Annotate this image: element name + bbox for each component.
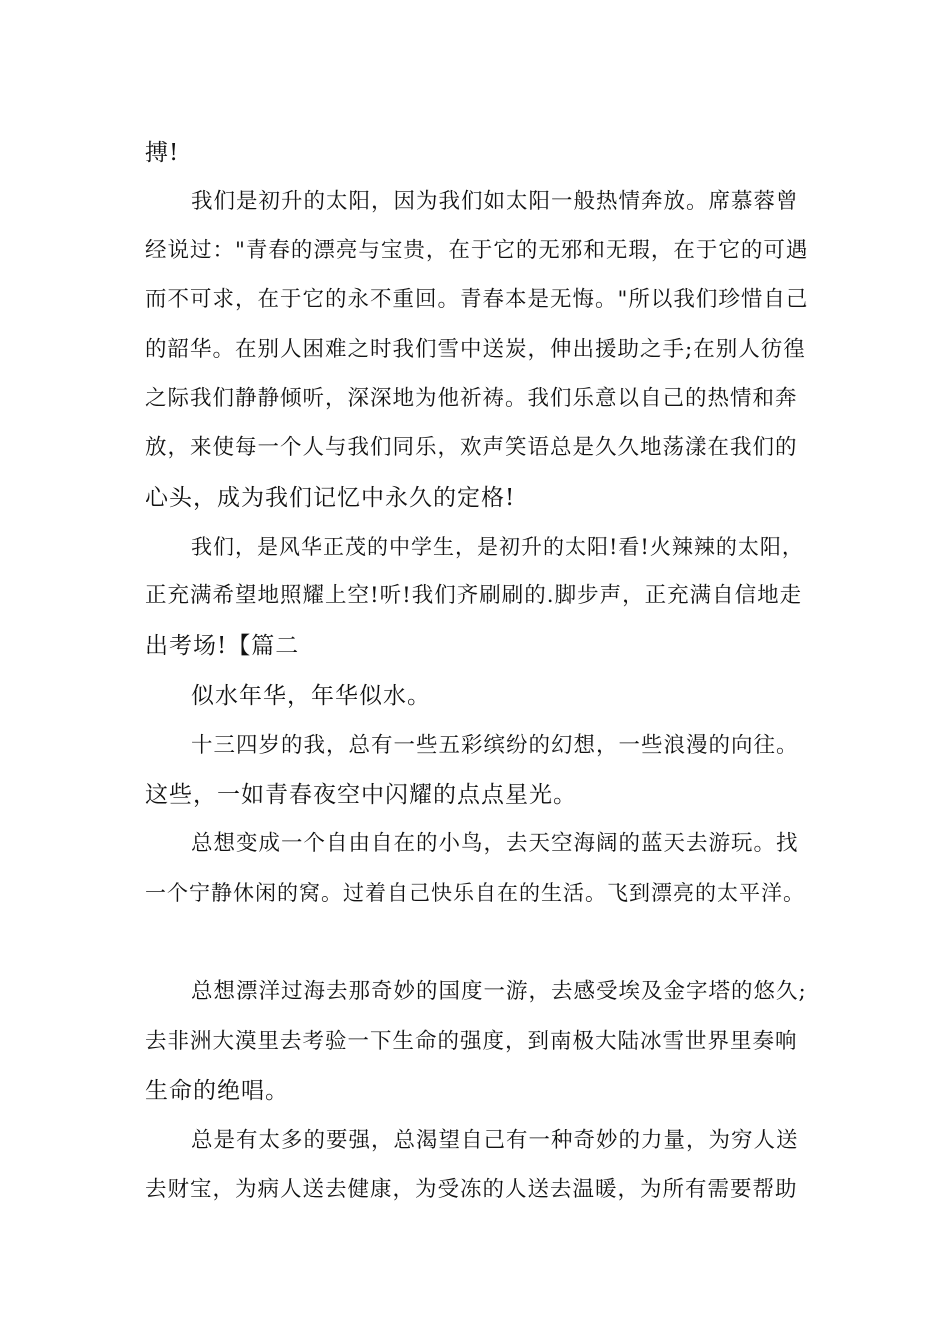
text-line: 似水年华，年华似水。 bbox=[191, 683, 431, 709]
text-line: 十三四岁的我，总有一些五彩缤纷的幻想，一些浪漫的向往。 bbox=[191, 733, 799, 758]
text-line: 心头，成为我们记忆中永久的定格! bbox=[145, 485, 516, 511]
text-line: 正充满希望地照耀上空!听!我们齐刷刷的.脚步声，正充满自信地走 bbox=[145, 583, 803, 608]
text-line: 的韶华。在别人困难之时我们雪中送炭，伸出援助之手;在别人彷徨 bbox=[145, 337, 806, 362]
text-line: 这些，一如青春夜空中闪耀的点点星光。 bbox=[145, 782, 577, 808]
text-line: 一个宁静休闲的窝。过着自己快乐自在的生活。飞到漂亮的太平洋。 bbox=[145, 881, 805, 905]
text-line: 总想漂洋过海去那奇妙的国度一游，去感受埃及金字塔的悠久; bbox=[191, 979, 807, 1004]
text-line: 我们是初升的太阳，因为我们如太阳一般热情奔放。席慕蓉曾 bbox=[191, 189, 799, 214]
text-line: 生命的绝唱。 bbox=[145, 1078, 289, 1104]
text-line: 总是有太多的要强，总渴望自己有一种奇妙的力量，为穷人送 bbox=[191, 1128, 799, 1153]
text-line: 经说过："青春的漂亮与宝贵，在于它的无邪和无瑕，在于它的可遇 bbox=[145, 238, 809, 263]
text-line: 去财宝，为病人送去健康，为受冻的人送去温暖，为所有需要帮助 bbox=[145, 1177, 798, 1202]
text-line: 而不可求，在于它的永不重回。青春本是无悔。"所以我们珍惜自己 bbox=[145, 287, 809, 312]
text-line: 搏! bbox=[145, 140, 180, 166]
text-line: 去非洲大漠里去考验一下生命的强度，到南极大陆冰雪世界里奏响 bbox=[145, 1029, 798, 1054]
text-line: 出考场!【篇二 bbox=[145, 633, 300, 659]
text-line: 放，来使每一个人与我们同乐，欢声笑语总是久久地荡漾在我们的 bbox=[145, 435, 798, 460]
text-line: 总想变成一个自由自在的小鸟，去天空海阔的蓝天去游玩。找 bbox=[191, 831, 799, 856]
text-line: 我们，是风华正茂的中学生，是初升的太阳!看!火辣辣的太阳， bbox=[191, 535, 804, 559]
text-line: 之际我们静静倾听，深深地为他祈祷。我们乐意以自己的热情和奔 bbox=[145, 386, 798, 411]
